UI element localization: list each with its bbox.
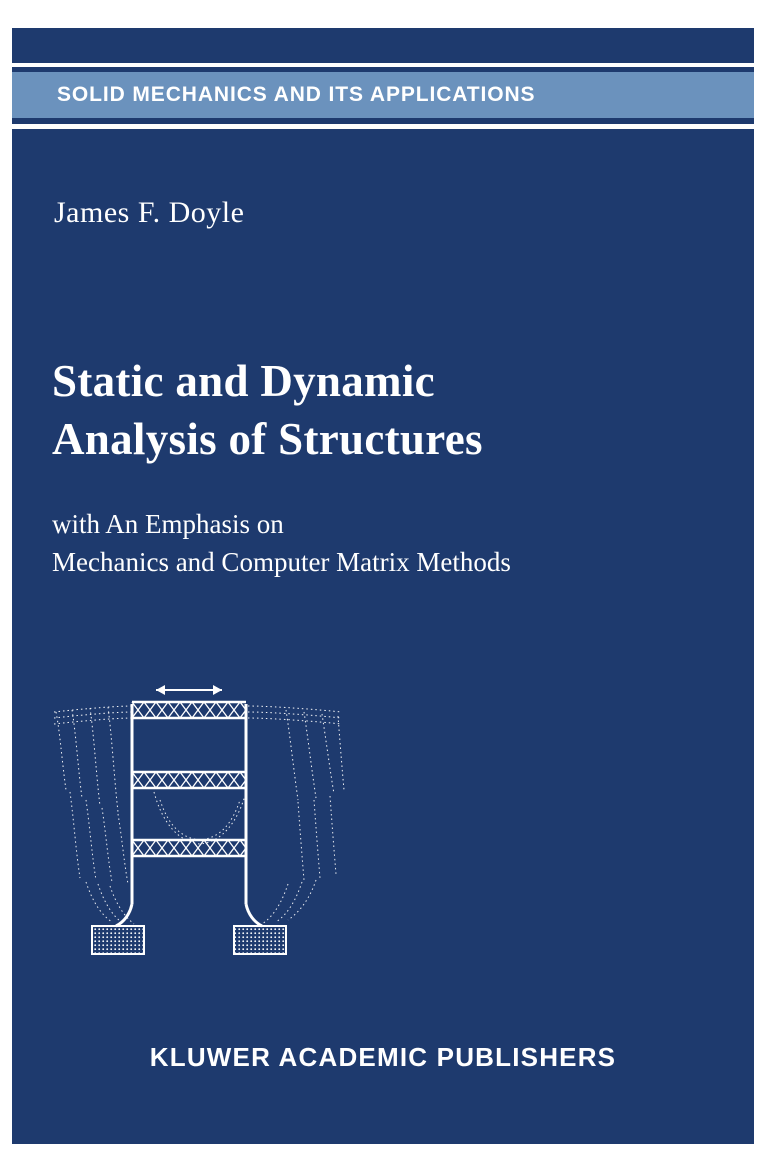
series-band-bottom-rule (12, 124, 754, 129)
publisher-name: KLUWER ACADEMIC PUBLISHERS (149, 1042, 617, 1072)
right-margin (754, 0, 766, 1166)
subtitle-line-1: with An Emphasis on (52, 509, 284, 539)
title-line-1: Static and Dynamic (52, 356, 435, 406)
title-line-2: Analysis of Structures (52, 414, 483, 464)
deformed-frame-diagram (50, 672, 350, 962)
series-band (12, 72, 754, 118)
author-name: James F. Doyle (54, 196, 245, 229)
series-band-top-rule (12, 63, 754, 67)
top-margin (0, 0, 766, 28)
series-title: SOLID MECHANICS AND ITS APPLICATIONS (57, 83, 536, 106)
left-margin (0, 0, 12, 1166)
bottom-margin (0, 1144, 766, 1166)
book-title (52, 352, 712, 468)
book-subtitle (52, 505, 732, 581)
subtitle-line-2: Mechanics and Computer Matrix Methods (52, 547, 511, 577)
